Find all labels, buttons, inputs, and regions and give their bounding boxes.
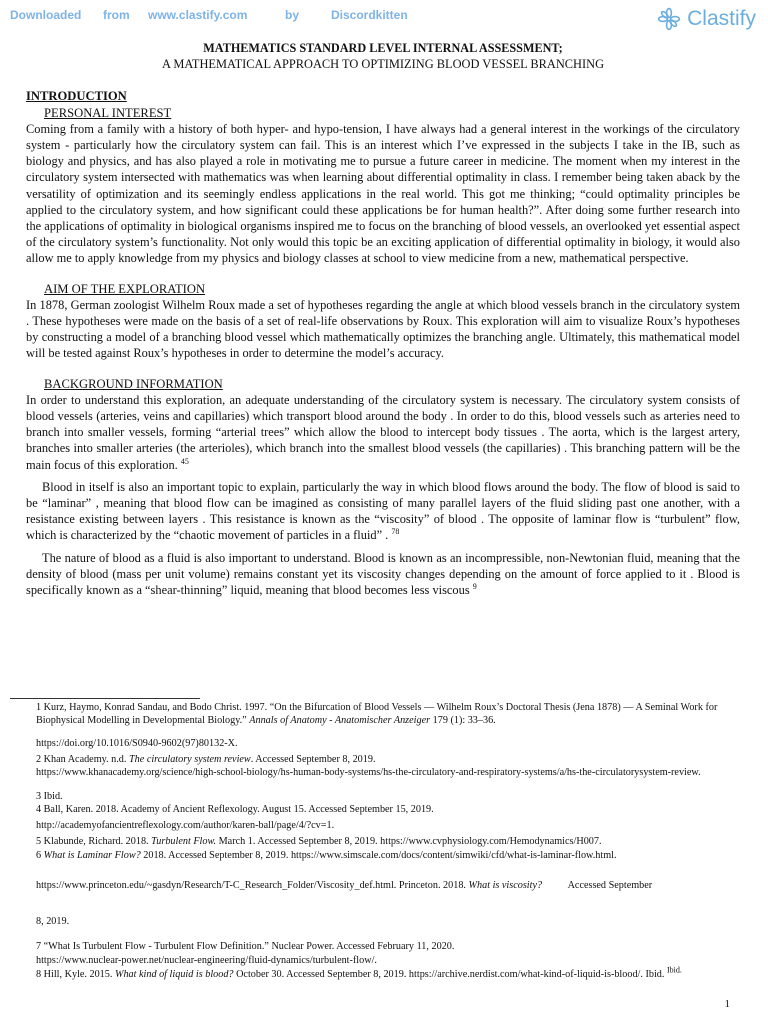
document-title: MATHEMATICS STANDARD LEVEL INTERNAL ASSESSMENT; bbox=[203, 41, 563, 55]
personal-interest-heading: PERSONAL INTEREST bbox=[44, 105, 172, 120]
footnote-8: 8 Hill, Kyle. 2015. What kind of liquid is blood? October 30. Accessed September 8, 2019. https://archive.nerdist.com/what-kind-of-liquid-is-blood/. Ibid. $^{Ibid.}$ bbox=[36, 965, 682, 980]
footnote-ref-78: 78 bbox=[391, 527, 400, 537]
footnote-ref-45: 45 bbox=[180, 456, 189, 466]
background-paragraph-2: Blood in itself is also an important topic to explain, particularly the way in which blood flows around the body. The flow of blood is said to be “laminar” , meaning that blood flow can be imagined as consisting of many parallel layers of the fluid sliding past one another, with a resistance existing between layers . This resistance is known as the “viscosity” of blood . The opposite of laminar flow is “turbulent” flow, which is characterized by the “chaotic movement of particles in a fluid” . $^{78}$ bbox=[26, 479, 740, 543]
footnote-5: 5 Klabunde, Richard. 2018. Turbulent Flow. March 1. Accessed September 8, 2019. https://www.cvphysiology.com/Hemodynamics/H007. bbox=[36, 836, 602, 847]
footnote-1: 1 Kurz, Haymo, Konrad Sandau, and Bodo Christ. 1997. “On the Bifurcation of Blood Vessels — Wilhelm Roux’s Doctoral Thesis (Jena 1878) — A Seminal Work for Biophysical Modelling in Developmental Biology.” Annals of Anatomy - Anatomischer Anzeiger 179 (1): 33–36. bbox=[36, 702, 718, 726]
download-banner bbox=[0, 0, 768, 34]
footnote-2: 2 Khan Academy. n.d. The circulatory system review. Accessed September 8, 2019. bbox=[36, 754, 376, 765]
footnote-divider bbox=[10, 698, 200, 699]
user-name: Discordkitten bbox=[331, 8, 408, 22]
footnote-4: 4 Ball, Karen. 2018. Academy of Ancient Reflexology. August 15. Accessed September 15, 2019. bbox=[36, 804, 434, 815]
document-subtitle: A MATHEMATICAL APPROACH TO OPTIMIZING BLOOD VESSEL BRANCHING bbox=[161, 57, 605, 72]
footnote-2-url: https://www.khanacademy.org/science/high-school-biology/hs-human-body-systems/hs-the-circulatory-and-respiratory-systems/a/hs-the-circulatorysystem-review. bbox=[36, 767, 701, 778]
personal-interest-paragraph: Coming from a family with a history of both hyper- and hypo-tension, I have always had a general interest in the workings of the circulatory system - particularly how the circulatory system can fail. This is an interest which I’ve expressed in the subjects I take in the IB, such as biology and physics, and has also played a role in motivating me to pursue a future career in medicine. The moment when my interest in the circulatory system intersected with mathematics was when learning about differential optimality in class. I remember being taken aback by the versatility of optimization and its seemingly endless applications in the real world. This got me thinking; “could optimality principles be applied to the circulatory system, and how significant could these applications be for human health?”. After doing some further research into the applications of optimality in biological organisms inspired me to focus on the branching of blood vessels, an overlooked yet essential aspect of the circulatory system’s functionality. Not only would this topic be an exciting application of differential optimality in biology, it would also allow me to apply knowledge from my physics and biology classes at school to view medicine from a new, mathematical perspective. bbox=[26, 121, 740, 266]
footnote-6-princeton: https://www.princeton.edu/~gasdyn/Research/T-C_Research_Folder/Viscosity_def.html. Princeton. 2018. What is viscosity? Accessed September bbox=[36, 880, 653, 891]
background-paragraph-1: In order to understand this exploration, an adequate understanding of the circulatory system is necessary. The circulatory system consists of blood vessels (arteries, veins and capillaries) which transport blood around the body . In order to do this, blood vessels such as arteries need to branch into smaller vessels, forming “arterial trees” which allow the blood to intercept body tissues . The aorta, which is the largest artery, branches into smaller arteries (the arterioles), which branch into the smallest blood vessels (the capillaries) . This branching pattern will be the main focus of this exploration. $^{45}$ bbox=[26, 392, 740, 472]
document-page bbox=[26, 40, 740, 598]
clastify-flower-icon bbox=[657, 7, 681, 31]
background-paragraph-3: The nature of blood as a fluid is also important to understand. Blood is known as an incompressible, non-Newtonian fluid, meaning that the density of blood (mass per unit volume) remains constant yet its viscosity changes depending on the amount of force applied to it . Blood is specifically known as a “shear-thinning” liquid, meaning that blood becomes less viscous $^9$ bbox=[26, 550, 740, 598]
footnote-7: 7 “What Is Turbulent Flow - Turbulent Flow Definition.” Nuclear Power. Accessed February 11, 2020. bbox=[36, 941, 455, 952]
introduction-heading: INTRODUCTION bbox=[26, 89, 127, 104]
footnote-3: 3 Ibid. bbox=[36, 791, 63, 802]
footnote-4-url: http://academyofancientreflexology.com/author/karen-ball/page/4/?cv=1. bbox=[36, 820, 335, 831]
footnote-1-doi: https://doi.org/10.1016/S0940-9602(97)80132-X. bbox=[36, 738, 238, 749]
by-label: by bbox=[285, 8, 300, 22]
aim-paragraph: In 1878, German zoologist Wilhelm Roux made a set of hypotheses regarding the angle at which blood vessels branch in the circulatory system . These hypotheses were made on the basis of a set of real-life observations by Roux. This exploration will aim to visualize Roux’s hypotheses by constructing a model of a branching blood vessel which mathematically optimizes the branching angle. Ultimately, this mathematical model will be tested against Roux’s hypotheses in order to determine the model’s accuracy. bbox=[26, 297, 740, 361]
from-label: from bbox=[103, 8, 130, 22]
brand-name: Clastify bbox=[687, 7, 756, 30]
footnote-6: 6 What is Laminar Flow? 2018. Accessed September 8, 2019. https://www.simscale.com/docs/content/simwiki/cfd/what-is-laminar-flow.html. bbox=[36, 850, 617, 861]
background-heading: BACKGROUND INFORMATION bbox=[44, 376, 223, 391]
footnote-7-url: https://www.nuclear-power.net/nuclear-engineering/fluid-dynamics/turbulent-flow/. bbox=[36, 955, 377, 966]
footnote-6-date: 8, 2019. bbox=[36, 916, 70, 927]
downloaded-label: Downloaded bbox=[10, 8, 82, 22]
footnote-ref-9: 9 bbox=[472, 581, 477, 591]
clastify-brand[interactable] bbox=[657, 6, 756, 32]
aim-heading: AIM OF THE EXPLORATION bbox=[44, 281, 206, 296]
page-number: 1 bbox=[724, 998, 730, 1010]
site-link[interactable]: www.clastify.com bbox=[148, 8, 248, 22]
